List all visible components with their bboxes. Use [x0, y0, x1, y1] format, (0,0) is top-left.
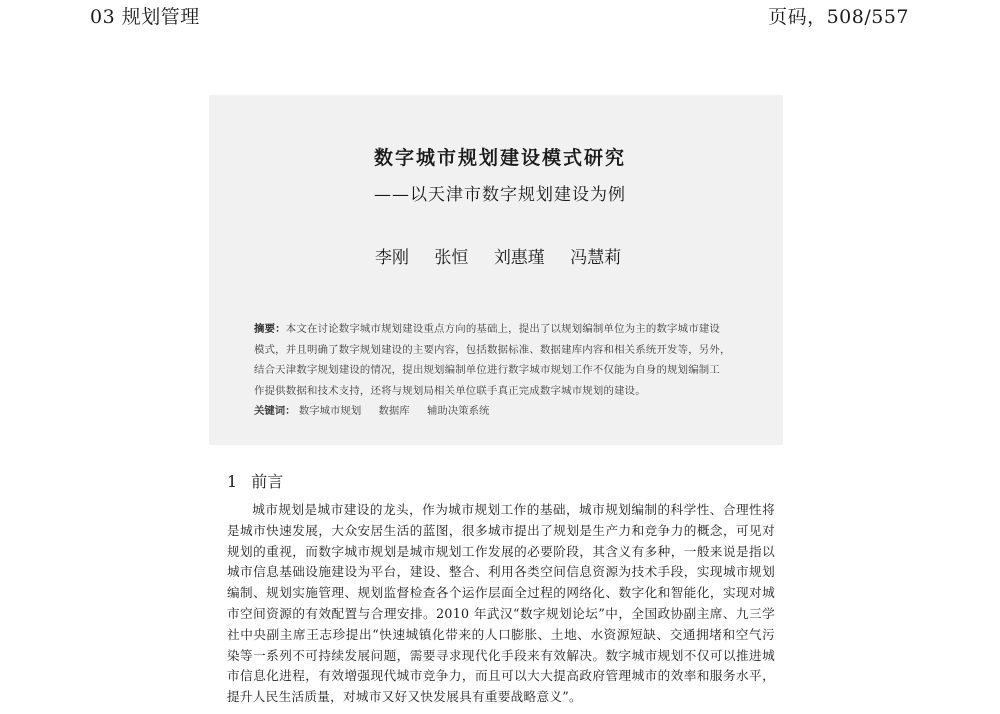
keywords: [254, 401, 776, 421]
keyword: 数据库: [378, 405, 410, 417]
abstract-text: 本文在讨论数字城市规划建设重点方向的基础上，提出了以规划编制单位为主的数字城市建设 模式，并且明确了数字规划建设的主要内容，包括数据标准、数据建库内容和相关系统开发等，另外， 结合天津数字规划建设的情况，提出规划编制单位进行数字城市规划工作不仅能为自身的规划编制工 作提供数据和技术支持，还将与规划局相关单位联手真正完成数字城市规划的建设。: [254, 323, 731, 397]
abstract: [254, 319, 776, 401]
keywords-label: 关键词：: [254, 405, 296, 417]
section-heading: [227, 469, 283, 492]
author-list: [375, 243, 641, 268]
author: 冯慧莉: [570, 248, 622, 268]
section-number: 1: [227, 472, 238, 491]
paper-subtitle: ——以天津市数字规划建设为例: [374, 185, 626, 205]
keyword: 辅助决策系统: [427, 405, 490, 417]
abstract-label: 摘要：: [254, 323, 286, 335]
section-header: 03 规划管理: [90, 6, 200, 28]
author: 李刚: [375, 248, 409, 268]
section-title: 前言: [251, 472, 284, 491]
author: 刘惠瑾: [493, 248, 545, 268]
page-number: 页码，508/557: [768, 6, 909, 28]
keyword: 数字城市规划: [298, 405, 362, 417]
body-paragraph: 城市规划是城市建设的龙头，作为城市规划工作的基础，城市规划编制的科学性、合理性将是城市快速发展，大众安居生活的蓝图，很多城市提出了规划是生产力和竞争力的概念，可见对规划的重视，而数字城市规划是城市规划工作发展的必要阶段，其含义有多种，一般来说是指以城市信息基础设施建设为平台，建设、整合、利用各类空间信息资源为技术手段，实现城市规划编制、规划实施管理、规划监督检查各个运作层面全过程的网络化、数字化和智能化，实现对城市空间资源的有效配置与合理安排。2010 年武汉“数字规划论坛”中，全国政协副主席、九三学社中央副主席王志珍提出“快速城镇化带来的人口膨胀、土地、水资源短缺、交通拥堵和空气污染等一系列不可持续发展问题，需要寻求现代化手段来有效解决。数字城市规划不仅可以推进城市信息化进程，有效增强现代城市竞争力，而且可以大大提高政府管理城市的效率和服务水平，提升人民生活质量，对城市又好又快发展具有重要战略意义”。: [227, 502, 775, 705]
author: 张恒: [434, 248, 469, 268]
paper-title: 数字城市规划建设模式研究: [373, 147, 626, 169]
